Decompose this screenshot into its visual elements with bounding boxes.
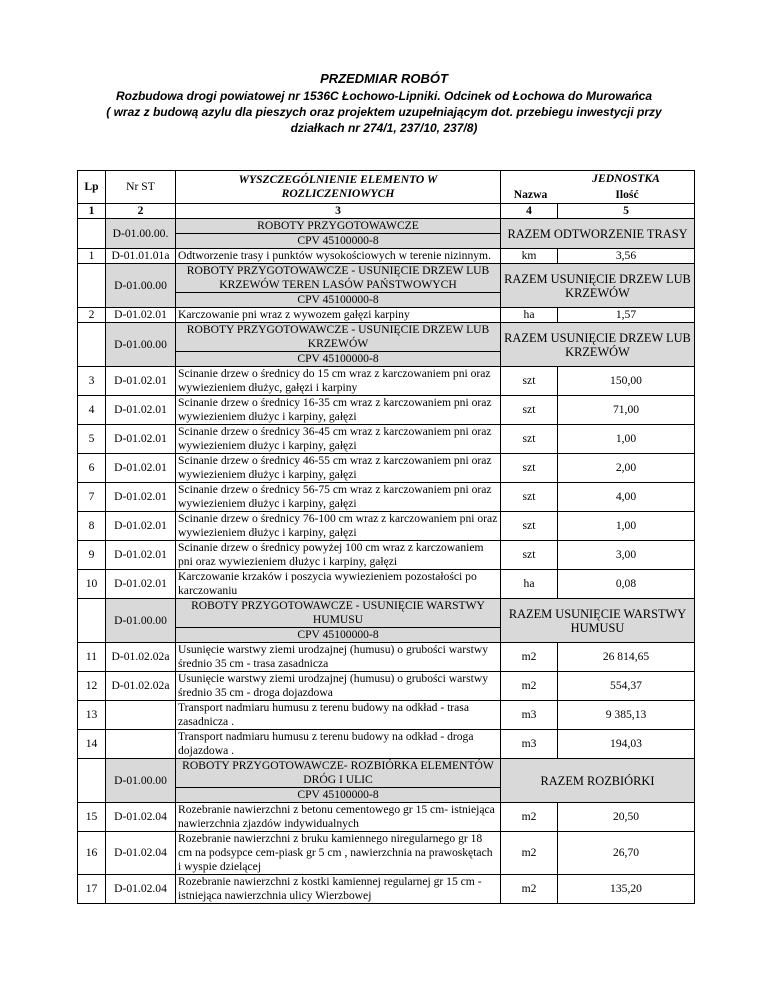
section-row [78,323,695,352]
section-unit: RAZEM USUNIĘCIE DRZEW LUB KRZEWÓW [501,323,695,367]
row-lp [78,599,106,643]
row-unit: szt [501,512,558,541]
row-description: Scinanie drzew o średnicy 76-100 cm wraz z karczowaniem pni oraz wywiezieniem dłużyc i karpiny, gałęzi [176,512,501,541]
colnum-lp: 1 [78,204,106,219]
row-lp: 17 [78,875,106,904]
section-title: ROBOTY PRZYGOTOWAWCZE - USUNIĘCIE WARSTWY HUMUSU [176,599,501,628]
row-description: Scinanie drzew o średnicy 56-75 cm wraz z karczowaniem pni oraz wywiezieniem dłużyc i karpiny, gałęzi [176,483,501,512]
section-cpv-code: CPV 45100000-8 [176,788,501,803]
row-description: Odtworzenie trasy i punktów wysokościowych w terenie nizinnym. [176,249,501,264]
row-nr-st: D-01.02.04 [106,803,176,832]
table-header [78,171,695,219]
row-description: Usunięcie warstwy ziemi urodzajnej (humusu) o grubości warstwy średnio 35 cm - droga dojazdowa [176,672,501,701]
row-description: Scinanie drzew o średnicy 36-45 cm wraz z karczowaniem pni oraz wywiezieniem dłużyc i karpiny, gałęzi [176,425,501,454]
header-description-line: WYSZCZEGÓLNIENIE ELEMENTO W [238,173,438,186]
section-cpv-code: CPV 45100000-8 [176,352,501,367]
row-nr-st: D-01.02.01 [106,570,176,599]
section-cpv-code: CPV 45100000-8 [176,628,501,643]
row-nr-st: D-01.02.01 [106,308,176,323]
row-unit: m2 [501,803,558,832]
row-unit: szt [501,396,558,425]
row-unit: m2 [501,875,558,904]
bill-of-quantities-table [77,170,695,904]
row-unit: m3 [501,730,558,759]
header-nr-st: Nr ST [106,171,176,204]
row-nr-st: D-01.00.00. [106,219,176,249]
row-lp: 11 [78,643,106,672]
section-row [78,264,695,293]
table-row [78,512,695,541]
row-quantity: 194,03 [558,730,695,759]
row-quantity: 1,00 [558,512,695,541]
table-row [78,396,695,425]
row-nr-st: D-01.00.00 [106,599,176,643]
table-row [78,483,695,512]
row-unit: km [501,249,558,264]
row-quantity: 1,00 [558,425,695,454]
section-title: ROBOTY PRZYGOTOWAWCZE- ROZBIÓRKA ELEMENTÓW DRÓG I ULIC [176,759,501,788]
section-title: ROBOTY PRZYGOTOWAWCZE [176,219,501,234]
row-quantity: 135,20 [558,875,695,904]
header-ilosc: Ilość [615,188,639,201]
row-quantity: 1,57 [558,308,695,323]
table-row [78,730,695,759]
section-unit: RAZEM USUNIĘCIE WARSTWY HUMUSU [501,599,695,643]
section-unit: RAZEM ROZBIÓRKI [501,759,695,803]
row-lp [78,219,106,249]
section-title: ROBOTY PRZYGOTOWAWCZE - USUNIĘCIE DRZEW LUB KRZEWÓW [176,323,501,352]
row-lp: 4 [78,396,106,425]
section-cpv-code: CPV 45100000-8 [176,234,501,249]
section-row [78,599,695,628]
row-description: Rozebranie nawierzchni z betonu cementowego gr 15 cm- istniejąca nawierzchnia zjazdów indywidualnych [176,803,501,832]
header-description-line: ROZLICZENIOWYCH [281,187,395,200]
row-lp: 7 [78,483,106,512]
row-description: Transport nadmiaru humusu z terenu budowy na odkład - trasa zasadnicza . [176,701,501,730]
row-description: Rozebranie nawierzchni z bruku kamiennego niregularnego gr 18 cm na podsypce cem-piask gr 5 cm , nawierzchnia na prawoskętach i wyspie dzielącej [176,832,501,875]
row-unit: m2 [501,672,558,701]
table-row [78,701,695,730]
row-nr-st: D-01.00.00 [106,759,176,803]
header-lp: Lp [78,171,106,204]
row-unit: m2 [501,643,558,672]
row-lp: 15 [78,803,106,832]
row-quantity: 3,00 [558,541,695,570]
table-row [78,367,695,396]
row-unit: szt [501,425,558,454]
section-row [78,759,695,788]
row-unit: szt [501,541,558,570]
row-description: Transport nadmiaru humusu z terenu budowy na odkład - droga dojazdowa . [176,730,501,759]
row-nr-st: D-01.02.02a [106,672,176,701]
row-lp: 3 [78,367,106,396]
column-numbers-row [78,204,695,219]
table-row [78,308,695,323]
row-description: Scinanie drzew o średnicy do 15 cm wraz z karczowaniem pni oraz wywiezieniem dłużyc, gałęzi i karpiny [176,367,501,396]
row-nr-st [106,701,176,730]
row-nr-st [106,730,176,759]
row-unit: ha [501,570,558,599]
row-description: Scinanie drzew o średnicy 16-35 cm wraz z karczowaniem pni oraz wywiezieniem dłużyc i karpiny, gałęzi [176,396,501,425]
row-lp: 8 [78,512,106,541]
table-row [78,454,695,483]
row-quantity: 9 385,13 [558,701,695,730]
row-quantity: 0,08 [558,570,695,599]
row-lp: 6 [78,454,106,483]
table-row [78,570,695,599]
table-row [78,832,695,875]
row-nr-st: D-01.01.01a [106,249,176,264]
row-lp: 2 [78,308,106,323]
row-quantity: 554,37 [558,672,695,701]
row-description: Karczowanie pni wraz z wywozem gałęzi karpiny [176,308,501,323]
row-description: Rozebranie nawierzchni z kostki kamiennej regularnej gr 15 cm - istniejąca nawierzchnia ulicy Wierzbowej [176,875,501,904]
header-jednostka: JEDNOSTKA [592,172,660,185]
row-nr-st: D-01.02.01 [106,483,176,512]
table-row [78,643,695,672]
subtitle-line: ( wraz z budową azylu dla pieszych oraz projektem uzupełniającym dot. przebiegu inwestycji przy [106,105,662,119]
table-row [78,803,695,832]
row-unit: szt [501,454,558,483]
row-quantity: 4,00 [558,483,695,512]
row-lp [78,759,106,803]
row-lp: 16 [78,832,106,875]
row-nr-st: D-01.02.01 [106,512,176,541]
section-row [78,219,695,234]
row-nr-st: D-01.02.01 [106,367,176,396]
row-lp: 13 [78,701,106,730]
row-unit: szt [501,483,558,512]
row-lp: 14 [78,730,106,759]
section-title: ROBOTY PRZYGOTOWAWCZE - USUNIĘCIE DRZEW LUB KRZEWÓW TEREN LASÓW PAŃSTWOWYCH [176,264,501,293]
row-nr-st: D-01.02.01 [106,541,176,570]
header-unit-group [501,171,695,204]
section-cpv-code: CPV 45100000-8 [176,293,501,308]
colnum-ilosc: 5 [558,204,695,219]
row-quantity: 2,00 [558,454,695,483]
row-description: Usunięcie warstwy ziemi urodzajnej (humusu) o grubości warstwy średnio 35 cm - trasa zasadnicza [176,643,501,672]
row-lp: 10 [78,570,106,599]
row-nr-st: D-01.00.00 [106,323,176,367]
section-unit: RAZEM USUNIĘCIE DRZEW LUB KRZEWÓW [501,264,695,308]
row-nr-st: D-01.00.00 [106,264,176,308]
table-row [78,541,695,570]
row-lp: 1 [78,249,106,264]
row-nr-st: D-01.02.01 [106,454,176,483]
row-lp [78,323,106,367]
row-lp [78,264,106,308]
row-unit: m2 [501,832,558,875]
row-nr-st: D-01.02.02a [106,643,176,672]
row-quantity: 26,70 [558,832,695,875]
section-unit: RAZEM ODTWORZENIE TRASY [501,219,695,249]
table-row [78,249,695,264]
colnum-opis: 3 [176,204,501,219]
colnum-nazwa: 4 [501,204,558,219]
document-title: PRZEDMIAR ROBÓT [320,71,448,86]
row-quantity: 3,56 [558,249,695,264]
header-nazwa: Nazwa [513,188,548,201]
table-row [78,672,695,701]
row-unit: m3 [501,701,558,730]
row-unit: ha [501,308,558,323]
row-description: Scinanie drzew o średnicy powyżej 100 cm wraz z karczowaniem pni oraz wywiezieniem dłużyc i karpiny, gałęzi [176,541,501,570]
row-nr-st: D-01.02.01 [106,425,176,454]
table-row [78,425,695,454]
header-description [176,171,501,204]
subtitle-line: Rozbudowa drogi powiatowej nr 1536C Łochowo-Lipniki. Odcinek od Łochowa do Murowańca [115,89,653,103]
row-quantity: 150,00 [558,367,695,396]
row-lp: 12 [78,672,106,701]
document-subtitle [0,88,768,136]
row-nr-st: D-01.02.01 [106,396,176,425]
row-description: Karczowanie krzaków i poszycia wywiezieniem pozostałości po karczowaniu [176,570,501,599]
subtitle-line: działkach nr 274/1, 237/10, 237/8) [290,121,478,135]
row-lp: 5 [78,425,106,454]
table-body [78,219,695,904]
row-nr-st: D-01.02.04 [106,875,176,904]
row-quantity: 26 814,65 [558,643,695,672]
row-unit: szt [501,367,558,396]
row-description: Scinanie drzew o średnicy 46-55 cm wraz z karczowaniem pni oraz wywiezieniem dłużyc i karpiny, gałęzi [176,454,501,483]
row-lp: 9 [78,541,106,570]
row-quantity: 71,00 [558,396,695,425]
row-nr-st: D-01.02.04 [106,832,176,875]
row-quantity: 20,50 [558,803,695,832]
table-row [78,875,695,904]
colnum-nr: 2 [106,204,176,219]
